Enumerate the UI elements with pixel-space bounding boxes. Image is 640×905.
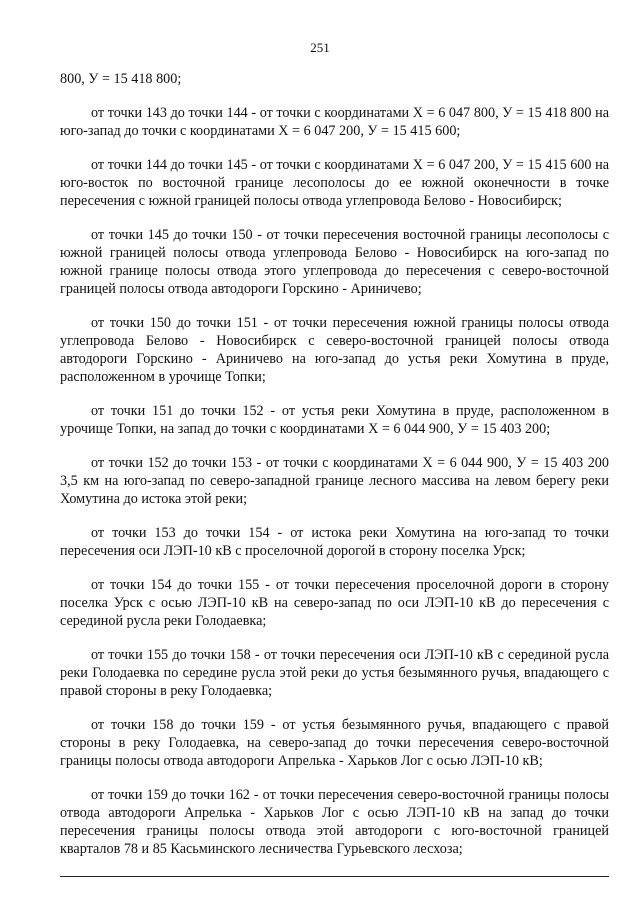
- paragraph: от точки 145 до точки 150 - от точки пересечения восточной границы лесополосы с южной границей полосы отвода углепровода Белово - Новосибирск на юго-запад по южной границе полосы отвода этого углепровода до пересечения с северо-восточной границей полосы отвода автодороги Горскино - Ариничево;: [60, 227, 609, 297]
- paragraph-continuation: 800, У = 15 418 800;: [60, 71, 182, 87]
- paragraph: от точки 144 до точки 145 - от точки с координатами Х = 6 047 200, У = 15 415 600 на юго-восток по восточной границе лесополосы до ее южной оконечности в точке пересечения с южной границей полосы отвода углепровода Белово - Новосибирск;: [60, 157, 609, 209]
- page-number: 251: [310, 40, 330, 55]
- paragraph: от точки 150 до точки 151 - от точки пересечения южной границы полосы отвода углепровода Белово - Новосибирск с северо-восточной границей полосы отвода автодороги Горскино - Ариничево на юго-запад до устья реки Хомутина в пруде, расположенном в урочище Топки;: [60, 315, 609, 385]
- paragraph: от точки 159 до точки 162 - от точки пересечения северо-восточной границы полосы отвода автодороги Апрелька - Харьков Лог с осью ЛЭП-10 кВ на запад до точки пересечения границы полосы отвода этой автодороги с юго-восточной границей кварталов 78 и 85 Касьминского лесничества Гурьевского лесхоза;: [60, 787, 609, 857]
- footer-divider: [60, 876, 609, 877]
- paragraph: от точки 154 до точки 155 - от точки пересечения проселочной дороги в сторону поселка Урск с осью ЛЭП-10 кВ на северо-запад по оси ЛЭП-10 кВ до пересечения с серединой русла реки Голодаевка;: [60, 577, 609, 629]
- paragraph: от точки 151 до точки 152 - от устья реки Хомутина в пруде, расположенном в урочище Топки, на запад до точки с координатами Х = 6 044 900, У = 15 403 200;: [60, 403, 609, 437]
- paragraph: от точки 143 до точки 144 - от точки с координатами Х = 6 047 800, У = 15 418 800 на юго-запад до точки с координатами Х = 6 047 200, У = 15 415 600;: [60, 105, 609, 139]
- paragraph: от точки 153 до точки 154 - от истока реки Хомутина на юго-запад то точки пересечения оси ЛЭП-10 кВ с проселочной дорогой в сторону поселка Урск;: [60, 525, 609, 559]
- paragraph: от точки 158 до точки 159 - от устья безымянного ручья, впадающего с правой стороны в реку Голодаевка, на северо-запад до точки пересечения северо-восточной границы полосы отвода автодороги Апрелька - Харьков Лог с осью ЛЭП-10 кВ;: [60, 717, 609, 769]
- paragraph: от точки 152 до точки 153 - от точки с координатами Х = 6 044 900, У = 15 403 200 3,5 км на юго-запад по северо-западной границе лесного массива на левом берегу реки Хомутина до истока этой реки;: [60, 455, 609, 507]
- document-body: [60, 70, 609, 874]
- paragraph: от точки 155 до точки 158 - от точки пересечения оси ЛЭП-10 кВ с серединой русла реки Голодаевка по середине русла этой реки до устья безымянного ручья, впадающего с правой стороны в реку Голодаевка;: [60, 647, 609, 699]
